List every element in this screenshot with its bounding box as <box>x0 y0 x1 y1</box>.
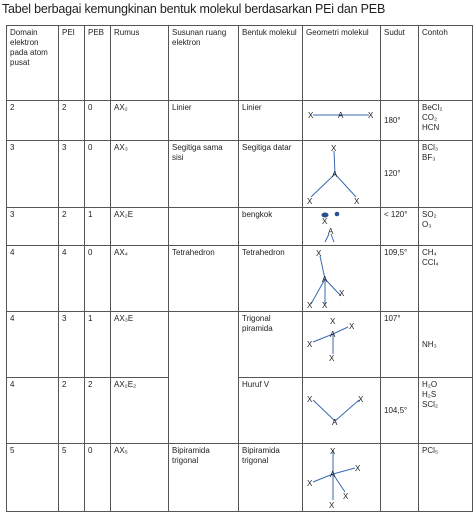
cell-sudut: < 120° <box>381 208 419 246</box>
header-row <box>7 26 473 101</box>
svg-text:X: X <box>307 340 313 349</box>
cell-rumus: AX₃ <box>111 141 169 208</box>
cell-peb: 0 <box>85 444 111 512</box>
table-row <box>7 312 473 378</box>
cell-sudut: 109,5° <box>381 246 419 312</box>
lone-pair-icon <box>335 212 340 217</box>
linear-geometry-icon <box>303 101 381 139</box>
cell-contoh: H₂O H₂S SCl₂ <box>419 378 473 444</box>
header-geometri: Geometri molekul <box>303 26 381 101</box>
svg-text:X: X <box>355 464 361 473</box>
cell-geometri <box>303 101 381 141</box>
header-rumus: Rumus <box>111 26 169 101</box>
cell-pei: 2 <box>59 378 85 444</box>
cell-domain: 2 <box>7 101 59 141</box>
page-title: Tabel berbagai kemungkinan bentuk molekul berdasarkan PEi dan PEB <box>2 2 386 16</box>
table-row <box>7 208 473 246</box>
trigonal-planar-geometry-icon <box>303 141 381 207</box>
header-bentuk: Bentuk molekul <box>239 26 303 101</box>
trigonal-bipyramidal-geometry-icon <box>303 444 381 511</box>
cell-peb: 2 <box>85 378 111 444</box>
cell-peb: 1 <box>85 208 111 246</box>
header-sudut: Sudut <box>381 26 419 101</box>
cell-bentuk: Bipiramida trigonal <box>239 444 303 512</box>
svg-text:X: X <box>339 289 345 298</box>
tetrahedral-geometry-icon <box>303 246 381 311</box>
svg-text:X: X <box>316 249 322 258</box>
cell-pei: 5 <box>59 444 85 512</box>
cell-rumus: AX₂E <box>111 208 169 246</box>
cell-bentuk: bengkok <box>239 208 303 246</box>
cell-geometri <box>303 444 381 512</box>
table-row <box>7 444 473 512</box>
cell-sudut <box>381 444 419 512</box>
svg-text:X: X <box>343 492 349 501</box>
svg-text:A: A <box>330 330 336 339</box>
svg-text:X: X <box>349 322 355 331</box>
svg-text:A: A <box>322 275 328 284</box>
cell-pei: 3 <box>59 141 85 208</box>
cell-contoh: PCl₅ <box>419 444 473 512</box>
table-row <box>7 378 473 444</box>
cell-rumus: AX₂ <box>111 101 169 141</box>
svg-text:X: X <box>322 301 328 310</box>
molecule-shape-table <box>6 25 473 512</box>
cell-susunan: Bipiramida trigonal <box>169 444 239 512</box>
cell-susunan <box>169 378 239 444</box>
svg-text:X: X <box>329 354 335 363</box>
cell-susunan <box>169 312 239 378</box>
cell-susunan <box>169 208 239 246</box>
cell-domain: 4 <box>7 312 59 378</box>
cell-peb: 0 <box>85 141 111 208</box>
cell-rumus: AX₂E₂ <box>111 378 169 444</box>
table-row <box>7 246 473 312</box>
cell-domain: 4 <box>7 246 59 312</box>
cell-pei: 3 <box>59 312 85 378</box>
cell-pei: 2 <box>59 208 85 246</box>
svg-text:A: A <box>332 418 338 427</box>
cell-domain: 3 <box>7 208 59 246</box>
svg-text:A: A <box>338 111 344 120</box>
cell-geometri <box>303 208 381 246</box>
cell-rumus: AX₃E <box>111 312 169 378</box>
v-shape-geometry-icon <box>303 378 381 443</box>
cell-peb: 1 <box>85 312 111 378</box>
svg-text:X: X <box>308 111 314 120</box>
cell-rumus: AX₅ <box>111 444 169 512</box>
cell-peb: 0 <box>85 246 111 312</box>
cell-sudut: 120° <box>381 141 419 208</box>
cell-contoh: BeCl₂ CO₂ HCN <box>419 101 473 141</box>
cell-domain: 5 <box>7 444 59 512</box>
cell-pei: 4 <box>59 246 85 312</box>
cell-bentuk: Huruf V <box>239 378 303 444</box>
cell-bentuk: Tetrahedron <box>239 246 303 312</box>
cell-pei: 2 <box>59 101 85 141</box>
svg-text:X: X <box>307 197 313 206</box>
cell-geometri <box>303 141 381 208</box>
cell-bentuk: Linier <box>239 101 303 141</box>
cell-sudut: 180° <box>381 101 419 141</box>
cell-susunan: Segitiga sama sisi <box>169 141 239 208</box>
svg-text:X: X <box>307 395 313 404</box>
cell-susunan: Linier <box>169 101 239 141</box>
cell-sudut: 104,5° <box>381 378 419 444</box>
svg-text:X: X <box>358 395 364 404</box>
cell-contoh: BCl₃ BF₃ <box>419 141 473 208</box>
cell-contoh: CH₄ CCl₄ <box>419 246 473 312</box>
cell-geometri <box>303 378 381 444</box>
cell-contoh: NH₃ <box>419 312 473 378</box>
svg-text:X: X <box>330 317 336 326</box>
header-peb: PEB <box>85 26 111 101</box>
svg-text:X: X <box>331 144 337 153</box>
cell-contoh: SO₂ O₃ <box>419 208 473 246</box>
svg-text:X: X <box>330 447 336 456</box>
svg-text:A: A <box>332 170 338 179</box>
header-domain: Domain elektron pada atom pusat <box>7 26 59 101</box>
cell-bentuk: Segitiga datar <box>239 141 303 208</box>
cell-domain: 4 <box>7 378 59 444</box>
trigonal-pyramidal-geometry-icon <box>303 312 381 377</box>
header-contoh: Contoh <box>419 26 473 101</box>
cell-sudut: 107° <box>381 312 419 378</box>
svg-text:X: X <box>354 197 360 206</box>
cell-geometri <box>303 312 381 378</box>
svg-text:X: X <box>368 111 374 120</box>
cell-peb: 0 <box>85 101 111 141</box>
cell-rumus: AX₄ <box>111 246 169 312</box>
header-pei: PEI <box>59 26 85 101</box>
svg-text:X: X <box>322 217 328 226</box>
table-row <box>7 101 473 141</box>
svg-text:A: A <box>328 227 334 236</box>
svg-text:A: A <box>330 470 336 479</box>
svg-text:X: X <box>329 501 335 510</box>
bent-geometry-icon <box>303 208 381 245</box>
header-susunan: Susunan ruang elektron <box>169 26 239 101</box>
cell-geometri <box>303 246 381 312</box>
cell-domain: 3 <box>7 141 59 208</box>
table-row <box>7 141 473 208</box>
svg-text:X: X <box>307 301 313 310</box>
cell-susunan: Tetrahedron <box>169 246 239 312</box>
svg-text:X: X <box>307 479 313 488</box>
cell-bentuk: Trigonal piramida <box>239 312 303 378</box>
